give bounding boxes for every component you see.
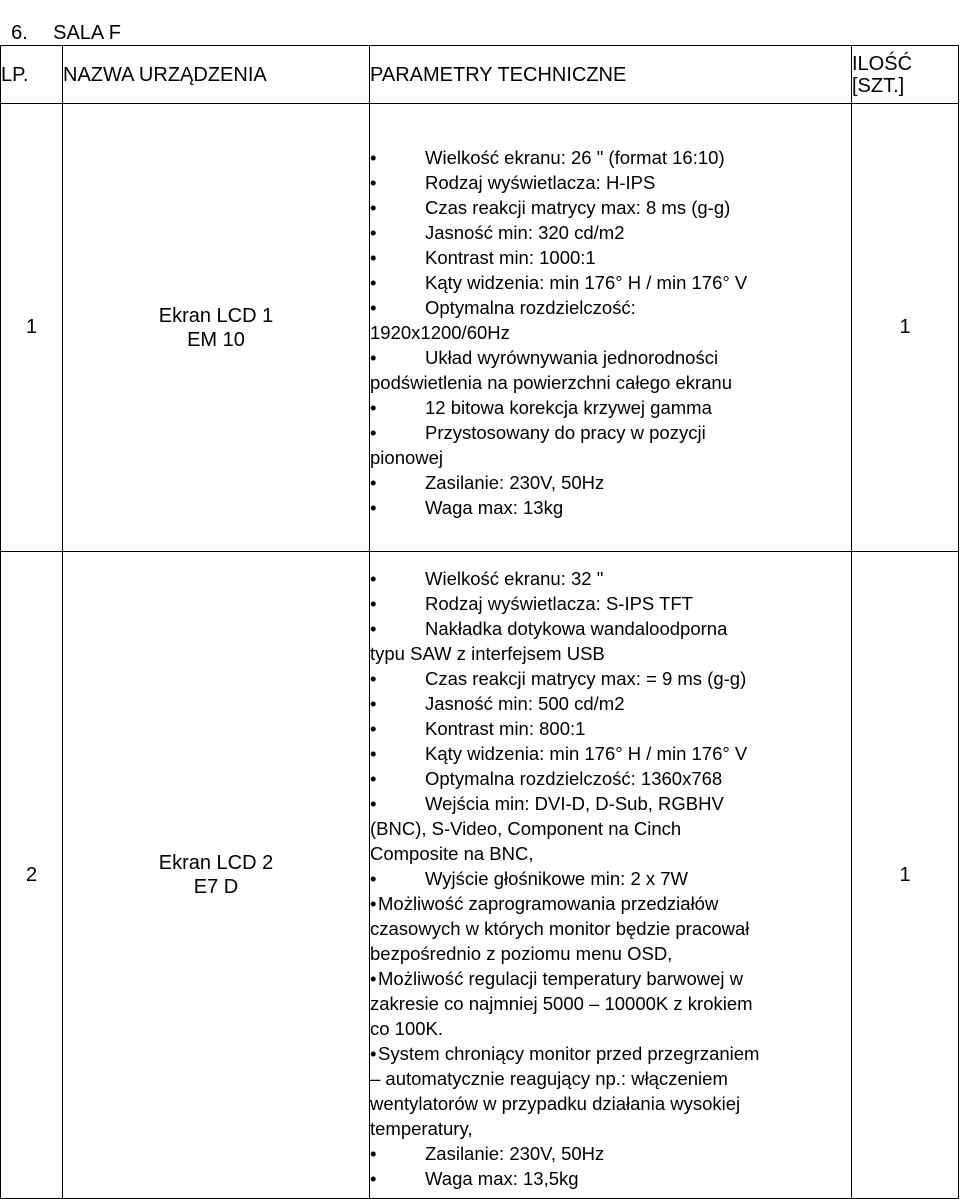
param-line bbox=[370, 195, 851, 220]
bullet-icon: • bbox=[370, 617, 377, 639]
param-line bbox=[370, 395, 851, 420]
bullet-icon: • bbox=[370, 396, 377, 418]
table-header-row bbox=[1, 46, 959, 104]
param-line bbox=[370, 370, 851, 395]
param-text: – automatycznie reagujący np.: włączeniem bbox=[370, 1067, 728, 1089]
bullet-icon: • bbox=[370, 346, 377, 368]
param-line bbox=[370, 691, 851, 716]
param-text: Rodzaj wyświetlacza: H-IPS bbox=[425, 171, 656, 193]
header-technical-params: PARAMETRY TECHNICZNE bbox=[370, 46, 852, 104]
param-line bbox=[370, 616, 851, 641]
bullet-icon: • bbox=[370, 296, 377, 318]
row-device-name bbox=[63, 104, 370, 552]
param-line bbox=[370, 591, 851, 616]
bullet-icon: • bbox=[370, 471, 377, 493]
param-line bbox=[370, 891, 851, 916]
param-text: Czas reakcji matrycy max: 8 ms (g-g) bbox=[425, 196, 731, 218]
row-quantity: 1 bbox=[852, 552, 959, 1199]
param-text: Waga max: 13,5kg bbox=[425, 1167, 579, 1189]
bullet-icon: • bbox=[370, 767, 377, 789]
param-text: podświetlenia na powierzchni całego ekranu bbox=[370, 371, 733, 393]
param-text: 1920x1200/60Hz bbox=[370, 321, 510, 343]
param-line bbox=[370, 170, 851, 195]
param-line bbox=[370, 741, 851, 766]
param-text: (BNC), S-Video, Component na Cinch bbox=[370, 817, 682, 839]
bullet-icon: • bbox=[370, 892, 377, 914]
bullet-icon: • bbox=[370, 421, 377, 443]
param-text: temperatury, bbox=[370, 1117, 473, 1139]
param-text: Composite na BNC, bbox=[370, 842, 534, 864]
bullet-icon: • bbox=[370, 1042, 377, 1064]
header-quantity bbox=[852, 46, 959, 104]
equipment-table bbox=[0, 45, 959, 1199]
param-line bbox=[370, 566, 851, 591]
param-text: Czas reakcji matrycy max: = 9 ms (g-g) bbox=[425, 667, 747, 689]
section-title: SALA F bbox=[53, 22, 121, 44]
section-heading bbox=[0, 0, 121, 44]
param-text: System chroniący monitor przed przegrzaniem bbox=[378, 1042, 760, 1064]
param-line bbox=[370, 270, 851, 295]
param-line bbox=[370, 991, 851, 1016]
param-text: 12 bitowa korekcja krzywej gamma bbox=[425, 396, 712, 418]
param-line bbox=[370, 320, 851, 345]
param-line bbox=[370, 866, 851, 891]
bullet-icon: • bbox=[370, 1142, 377, 1164]
param-text: Nakładka dotykowa wandaloodporna bbox=[425, 617, 728, 639]
bullet-icon: • bbox=[370, 196, 377, 218]
bullet-icon: • bbox=[370, 717, 377, 739]
param-line bbox=[370, 916, 851, 941]
param-text: Optymalna rozdzielczość: bbox=[425, 296, 636, 318]
param-line bbox=[370, 941, 851, 966]
param-text: Kontrast min: 800:1 bbox=[425, 717, 586, 739]
param-text: Kąty widzenia: min 176° H / min 176° V bbox=[425, 271, 748, 293]
param-line bbox=[370, 420, 851, 445]
param-line bbox=[370, 641, 851, 666]
row-quantity: 1 bbox=[852, 104, 959, 552]
section-number: 6. bbox=[11, 22, 28, 44]
device-name-line1: Ekran LCD 2 bbox=[158, 852, 274, 874]
param-text: Układ wyrównywania jednorodności bbox=[425, 346, 719, 368]
bullet-icon: • bbox=[370, 742, 377, 764]
param-text: pionowej bbox=[370, 446, 444, 468]
table-row bbox=[1, 552, 959, 1199]
bullet-icon: • bbox=[370, 496, 377, 518]
param-line bbox=[370, 220, 851, 245]
param-text: Możliwość regulacji temperatury barwowej w bbox=[378, 967, 743, 989]
param-text: bezpośrednio z poziomu menu OSD, bbox=[370, 942, 673, 964]
param-line bbox=[370, 1016, 851, 1041]
param-text: Kąty widzenia: min 176° H / min 176° V bbox=[425, 742, 748, 764]
bullet-icon: • bbox=[370, 667, 377, 689]
header-device-name: NAZWA URZĄDZENIA bbox=[63, 46, 370, 104]
device-name-line2: EM 10 bbox=[187, 328, 245, 351]
header-lp: LP. bbox=[1, 46, 63, 104]
param-line bbox=[370, 145, 851, 170]
bullet-icon: • bbox=[370, 567, 377, 589]
param-line bbox=[370, 716, 851, 741]
param-text: zakresie co najmniej 5000 – 10000K z krokiem bbox=[370, 992, 753, 1014]
param-text: Możliwość zaprogramowania przedziałów bbox=[378, 892, 719, 914]
table-row bbox=[1, 104, 959, 552]
param-line bbox=[370, 841, 851, 866]
param-line bbox=[370, 766, 851, 791]
param-line bbox=[370, 1141, 851, 1166]
header-quantity-line1: ILOŚĆ bbox=[852, 52, 913, 75]
param-text: Kontrast min: 1000:1 bbox=[425, 246, 596, 268]
row-device-name bbox=[63, 552, 370, 1199]
bullet-icon: • bbox=[370, 592, 377, 614]
bullet-icon: • bbox=[370, 967, 377, 989]
bullet-icon: • bbox=[370, 246, 377, 268]
device-name-line2: E7 D bbox=[193, 876, 239, 898]
param-line bbox=[370, 1116, 851, 1141]
param-text: Optymalna rozdzielczość: 1360x768 bbox=[425, 767, 723, 789]
param-text: Wielkość ekranu: 32 " bbox=[425, 567, 604, 589]
bullet-icon: • bbox=[370, 221, 377, 243]
param-line bbox=[370, 495, 851, 520]
bullet-icon: • bbox=[370, 271, 377, 293]
param-text: Waga max: 13kg bbox=[425, 496, 564, 518]
param-text: czasowych w których monitor będzie pracował bbox=[370, 917, 750, 939]
param-line bbox=[370, 1166, 851, 1191]
param-line bbox=[370, 295, 851, 320]
row-params bbox=[370, 552, 852, 1199]
param-text: typu SAW z interfejsem USB bbox=[370, 642, 605, 664]
param-line bbox=[370, 791, 851, 816]
param-text: wentylatorów w przypadku działania wysokiej bbox=[370, 1092, 741, 1114]
bullet-icon: • bbox=[370, 146, 377, 168]
param-line bbox=[370, 245, 851, 270]
param-text: Wyjście głośnikowe min: 2 x 7W bbox=[425, 867, 689, 889]
param-line bbox=[370, 1091, 851, 1116]
param-line bbox=[370, 666, 851, 691]
bullet-icon: • bbox=[370, 692, 377, 714]
param-line bbox=[370, 1066, 851, 1091]
param-text: Przystosowany do pracy w pozycji bbox=[425, 421, 706, 443]
header-quantity-line2: [SZT.] bbox=[852, 74, 905, 97]
bullet-icon: • bbox=[370, 792, 377, 814]
param-line bbox=[370, 445, 851, 470]
param-line bbox=[370, 816, 851, 841]
param-line bbox=[370, 345, 851, 370]
param-text: Rodzaj wyświetlacza: S-IPS TFT bbox=[425, 592, 693, 614]
param-text: Jasność min: 320 cd/m2 bbox=[425, 221, 625, 243]
bullet-icon: • bbox=[370, 867, 377, 889]
param-text: Wielkość ekranu: 26 " (format 16:10) bbox=[425, 146, 725, 168]
param-line bbox=[370, 470, 851, 495]
param-line bbox=[370, 1041, 851, 1066]
param-line bbox=[370, 966, 851, 991]
row-lp: 1 bbox=[1, 104, 63, 552]
param-text: co 100K. bbox=[370, 1017, 444, 1039]
param-text: Zasilanie: 230V, 50Hz bbox=[425, 1142, 605, 1164]
param-text: Wejścia min: DVI-D, D-Sub, RGBHV bbox=[425, 792, 724, 814]
bullet-icon: • bbox=[370, 171, 377, 193]
param-text: Jasność min: 500 cd/m2 bbox=[425, 692, 625, 714]
device-name-line1: Ekran LCD 1 bbox=[158, 304, 274, 327]
bullet-icon: • bbox=[370, 1167, 377, 1189]
row-params bbox=[370, 104, 852, 552]
param-text: Zasilanie: 230V, 50Hz bbox=[425, 471, 605, 493]
row-lp: 2 bbox=[1, 552, 63, 1199]
